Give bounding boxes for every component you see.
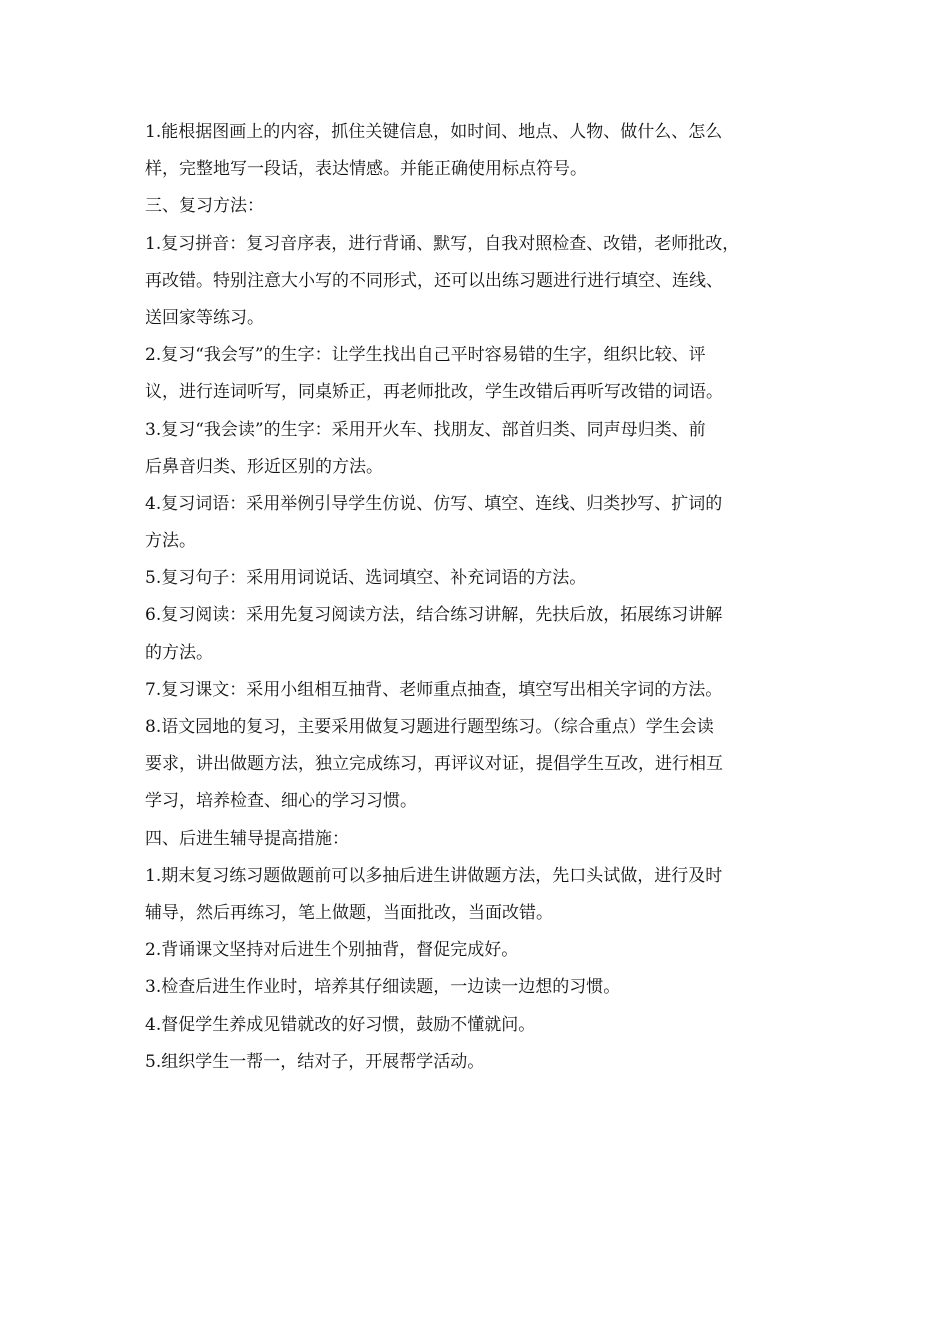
text-line: 7.复习课文：采用小组相互抽背、老师重点抽查，填空写出相关字词的方法。 — [145, 679, 723, 700]
section-heading: 三、复习方法： — [145, 196, 264, 217]
text-line: 5.复习句子：采用用词说话、选词填空、补充词语的方法。 — [145, 568, 587, 589]
text-line: 样，完整地写一段话，表达情感。并能正确使用标点符号。 — [145, 159, 587, 180]
document-body — [145, 114, 810, 1081]
text-line: 2.复习“我会写”的生字：让学生找出自己平时容易错的生字，组织比较、评 — [145, 345, 706, 366]
text-line: 要求，讲出做题方法，独立完成练习，再评议对证，提倡学生互改，进行相互 — [145, 754, 723, 775]
text-line: 6.复习阅读：采用先复习阅读方法，结合练习讲解，先扶后放，拓展练习讲解 — [145, 605, 723, 626]
text-line: 8.语文园地的复习，主要采用做复习题进行题型练习。（综合重点）学生会读 — [145, 717, 714, 737]
text-line: 4.复习词语：采用举例引导学生仿说、仿写、填空、连线、归类抄写、扩词的 — [145, 493, 723, 514]
text-line: 1.能根据图画上的内容，抓住关键信息，如时间、地点、人物、做什么、怎么 — [145, 122, 723, 142]
text-line: 4.督促学生养成见错就改的好习惯，鼓励不懂就问。 — [145, 1014, 536, 1035]
text-line: 方法。 — [145, 531, 196, 552]
text-line: 3.检查后进生作业时，培养其仔细读题，一边读一边想的习惯。 — [145, 977, 621, 998]
text-line: 后鼻音归类、形近区别的方法。 — [145, 456, 383, 477]
text-line: 再改错。特别注意大小写的不同形式，还可以出练习题进行进行填空、连线、 — [145, 270, 723, 291]
text-line: 送回家等练习。 — [145, 307, 264, 328]
text-line: 学习，培养检查、细心的学习习惯。 — [145, 791, 417, 812]
text-line: 辅导，然后再练习，笔上做题，当面批改，当面改错。 — [145, 902, 553, 923]
text-line: 1.期末复习练习题做题前可以多抽后进生讲做题方法，先口头试做，进行及时 — [145, 865, 723, 886]
section-heading: 四、后进生辅导提高措施： — [145, 828, 349, 849]
text-line: 5.组织学生一帮一，结对子，开展帮学活动。 — [145, 1051, 485, 1072]
text-line: 的方法。 — [145, 642, 213, 663]
text-line: 2.背诵课文坚持对后进生个别抽背，督促完成好。 — [145, 940, 519, 961]
text-line: 1.复习拼音：复习音序表，进行背诵、默写，自我对照检查、改错，老师批改， — [145, 233, 740, 254]
text-line: 议，进行连词听写，同桌矫正，再老师批改，学生改错后再听写改错的词语。 — [145, 382, 723, 403]
text-line: 3.复习“我会读”的生字：采用开火车、找朋友、部首归类、同声母归类、前 — [145, 419, 706, 440]
